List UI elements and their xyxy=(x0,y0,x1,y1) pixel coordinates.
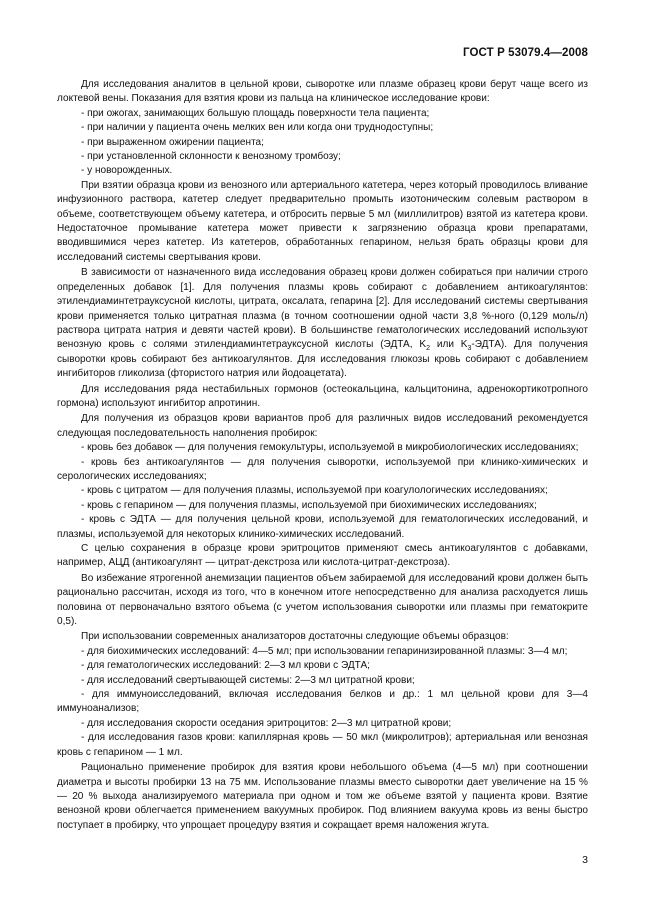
list-item: - кровь без антикоагулянтов — для получения сыворотки, используемой при клинико-химических и серологических исследованиях; xyxy=(57,456,588,482)
paragraph: Для получения из образцов крови вариантов проб для различных видов исследований рекомендуется следующая последовательность наполнения пробирок: xyxy=(57,413,588,439)
list-item: - у новорожденных. xyxy=(81,165,173,177)
list-item: - для иммуноисследований, включая исследования белков и др.: 1 мл цельной крови для 3—4 иммуноанализов; xyxy=(57,689,588,715)
paragraph: Во избежание ятрогенной анемизации пациентов объем забираемой для исследований крови должен быть рационально рассчитан, исходя из того, что в конечном итоге непосредственно для анализа расходуется лишь половина от первоначально взятого объема (с учетом использования сыворотки или плазмы при гематокрите 0,5). xyxy=(57,572,588,628)
paragraph: Рационально применение пробирок для взятия крови небольшого объема (4—5 мл) при соотношении диаметра и высоты пробирки 13 на 75 мм. Использование плазмы вместо сыворотки дает увеличение на 15 % — 20 % выхода анализируемого материала при одном и том же объеме взятой у пациента крови. Взятие венозной крови облегчается применением вакуумных пробирок. Под влиянием вакуума кровь из вены быстро поступает в пробирку, что упрощает процедуру взятия и сокращает время наложения жгута. xyxy=(57,762,588,831)
paragraph-text: В зависимости от назначенного вида исследования образец крови должен собираться при наличии строго определенных добавок [1]. Для получения плазмы кровь собирают с добавлением антикоагулянтов: этилендиаминтетрауксусной кислоты, цитрата, оксалата, гепарина [2]. Для исследований системы свертывания крови применяется только цитратная плазма (в точном соотношении одной части 3,8 %-ного (0,129 моль/л) раствора цитрата натрия и девяти частей крови). В большинстве гематологических исследований используют венозную кровь с солями этилендиаминтетрауксусной кислоты (ЭДТА, K xyxy=(57,267,588,351)
list-item: - кровь с ЭДТА — для получения цельной крови, используемой для гематологических исследований, и плазмы, используемой для некоторых клинико-химических исследований. xyxy=(57,514,588,540)
list-item: - при ожогах, занимающих большую площадь поверхности тела пациента; xyxy=(81,107,430,119)
paragraph: Для исследования аналитов в цельной крови, сыворотке или плазме образец крови берут чаще всего из локтевой вены. Показания для взятия крови из пальца на клиническое исследование крови: xyxy=(57,79,588,105)
paragraph: При использовании современных анализаторов достаточны следующие объемы образцов: xyxy=(81,631,509,643)
paragraph: При взятии образца крови из венозного или артериального катетера, через который проводилось вливание инфузионного раствора, катетер следует предварительно промыть изотоническим солевым раствором в объеме, соответствующем объему катетера, и отбросить первые 5 мл (миллилитров) взятой из катетера крови. Недостаточное промывание катетера может привести к загрязнению образца крови препаратами, вводившимися через катетер. Из катетеров, обработанных гепарином, нельзя брать образцы крови для исследований системы свертывания крови. xyxy=(57,179,588,263)
list-item: - кровь без добавок — для получения гемокультуры, используемой в микробиологических исследованиях; xyxy=(81,442,579,454)
subscript: 3 xyxy=(467,345,472,353)
list-item: - при установленной склонности к венозному тромбозу; xyxy=(81,151,341,163)
list-item: - для исследований свертывающей системы: 2—3 мл цитратной крови; xyxy=(81,674,415,686)
paragraph: Для исследования ряда нестабильных гормонов (остеокальцина, кальцитонина, адренокортикотропного гормона) используют ингибитор апротинин. xyxy=(57,383,588,409)
list-item: - кровь с цитратом — для получения плазмы, используемой при коагулологических исследованиях; xyxy=(81,485,548,497)
paragraph: С целью сохранения в образце крови эритроцитов применяют смесь антикоагулянтов с добавками, например, АЦД (антикоагулянт — цитрат-декстроза или кислота-цитрат-декстроза). xyxy=(57,543,588,569)
paragraph-text: -ЭДТА). Для получения сыворотки кровь собирают без антикоагулянтов. Для исследования глюкозы кровь собирают с добавлением ингибиторов гликолиза (фтористого натрия или йодоацетата). xyxy=(57,339,588,380)
list-item: - для биохимических исследований: 4—5 мл; при использовании гепаринизированной плазмы: 3—4 мл; xyxy=(81,645,568,657)
page-number: 3 xyxy=(582,854,588,866)
list-item: - при наличии у пациента очень мелких вен или когда они труднодоступны; xyxy=(81,122,434,134)
subscript: 2 xyxy=(426,345,430,353)
standard-header: ГОСТ Р 53079.4—2008 xyxy=(463,47,588,59)
list-item: - для гематологических исследований: 2—3 мл крови с ЭДТА; xyxy=(81,660,370,672)
body-text xyxy=(57,78,588,833)
paragraph-text: или K xyxy=(430,339,468,351)
list-item: - для исследования скорости оседания эритроцитов: 2—3 мл цитратной крови; xyxy=(81,717,452,729)
list-item: - кровь с гепарином — для получения плазмы, используемой при биохимических исследованиях; xyxy=(81,499,537,511)
list-item: - при выраженном ожирении пациента; xyxy=(81,136,264,148)
list-item: - для исследования газов крови: капиллярная кровь — 50 мкл (микролитров); артериальная или венозная кровь с гепарином — 1 мл. xyxy=(57,732,588,758)
paragraph xyxy=(57,266,588,381)
